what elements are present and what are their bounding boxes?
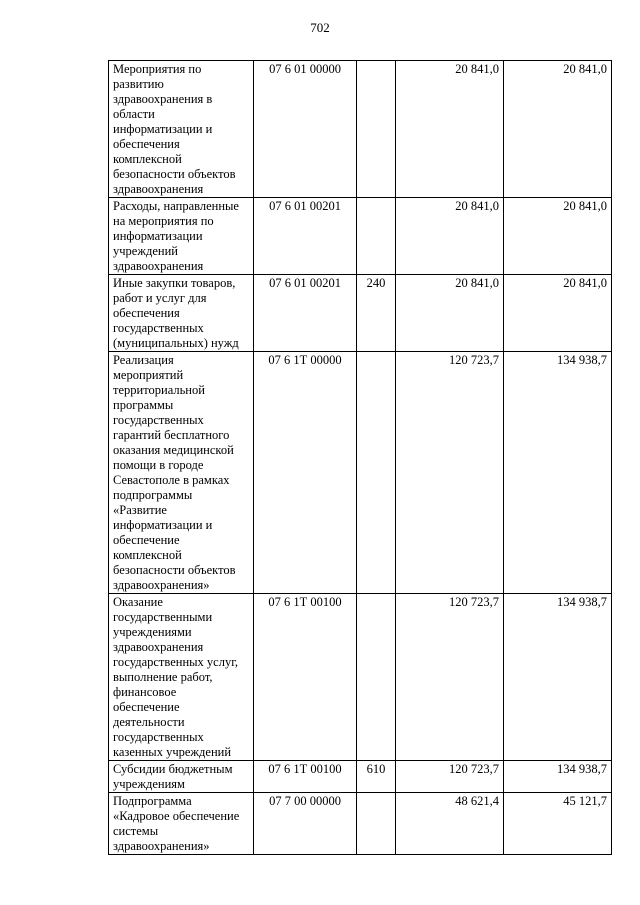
row-sum2-cell: 134 938,7 [504,594,612,761]
name-line: финансовое [113,685,177,699]
table-row [109,61,612,198]
name-line: мероприятий [113,368,184,382]
row-code-cell: 07 6 01 00000 [254,61,357,198]
name-line: «Кадровое обеспечение [113,809,240,823]
name-line: государственных [113,730,204,744]
row-vr-cell [357,198,396,275]
name-line: здравоохранения [113,259,204,273]
name-line: комплексной [113,548,182,562]
row-sum2-cell: 134 938,7 [504,761,612,793]
name-line: Реализация [113,353,174,367]
name-line: программы [113,398,174,412]
row-code-cell: 07 6 1Т 00000 [254,352,357,594]
name-line: обеспечения [113,137,180,151]
row-vr-cell [357,61,396,198]
row-name-cell [109,275,254,352]
name-line: информатизации и [113,518,213,532]
row-code-cell: 07 6 01 00201 [254,198,357,275]
row-sum1-cell: 120 723,7 [396,594,504,761]
name-line: Оказание [113,595,163,609]
row-name-cell [109,594,254,761]
name-line: Расходы, направленные [113,199,239,213]
row-vr-cell [357,594,396,761]
row-sum2-cell: 45 121,7 [504,793,612,855]
table-row [109,198,612,275]
name-line: обеспечение [113,533,180,547]
row-vr-cell: 240 [357,275,396,352]
row-code-cell: 07 6 1Т 00100 [254,761,357,793]
name-line: оказания медицинской [113,443,234,457]
row-name-cell [109,352,254,594]
name-line: государственными [113,610,213,624]
row-sum1-cell: 48 621,4 [396,793,504,855]
name-line: информатизации [113,229,203,243]
name-line: обеспечение [113,700,180,714]
name-line: Севастополе в рамках [113,473,230,487]
name-line: безопасности объектов [113,563,236,577]
name-line: здравоохранения [113,182,204,196]
name-line: учреждениями [113,625,192,639]
name-line: «Развитие [113,503,167,517]
row-sum2-cell: 134 938,7 [504,352,612,594]
name-line: работ и услуг для [113,291,207,305]
name-line: учреждениям [113,777,185,791]
table-row [109,275,612,352]
name-line: развитию [113,77,164,91]
table-row [109,761,612,793]
name-line: здравоохранения» [113,578,210,592]
name-line: Иные закупки товаров, [113,276,236,290]
name-line: деятельности [113,715,185,729]
row-name-cell [109,793,254,855]
name-line: обеспечения [113,306,180,320]
name-line: казенных учреждений [113,745,232,759]
row-code-cell: 07 7 00 00000 [254,793,357,855]
name-line: подпрограммы [113,488,193,502]
name-line: комплексной [113,152,182,166]
row-sum2-cell: 20 841,0 [504,198,612,275]
row-vr-cell [357,793,396,855]
name-line: информатизации и [113,122,213,136]
name-line: Субсидии бюджетным [113,762,233,776]
name-line: системы [113,824,159,838]
name-line: безопасности объектов [113,167,236,181]
budget-table [108,60,612,855]
page-number: 702 [310,20,330,35]
row-name-cell [109,198,254,275]
name-line: государственных [113,321,204,335]
name-line: здравоохранения в [113,92,213,106]
name-line: (муниципальных) нужд [113,336,239,350]
name-line: гарантий бесплатного [113,428,230,442]
row-name-cell [109,761,254,793]
row-sum1-cell: 120 723,7 [396,352,504,594]
table-row [109,594,612,761]
row-sum1-cell: 20 841,0 [396,198,504,275]
row-name-cell [109,61,254,198]
table-row [109,352,612,594]
row-sum2-cell: 20 841,0 [504,61,612,198]
table-row [109,793,612,855]
name-line: выполнение работ, [113,670,213,684]
name-line: территориальной [113,383,205,397]
name-line: здравоохранения» [113,839,210,853]
row-vr-cell [357,352,396,594]
row-sum1-cell: 120 723,7 [396,761,504,793]
row-code-cell: 07 6 1Т 00100 [254,594,357,761]
name-line: здравоохранения [113,640,204,654]
row-sum1-cell: 20 841,0 [396,61,504,198]
name-line: Подпрограмма [113,794,192,808]
name-line: помощи в городе [113,458,204,472]
name-line: Мероприятия по [113,62,202,76]
row-sum2-cell: 20 841,0 [504,275,612,352]
name-line: учреждений [113,244,178,258]
name-line: на мероприятия по [113,214,214,228]
name-line: государственных услуг, [113,655,239,669]
row-code-cell: 07 6 01 00201 [254,275,357,352]
name-line: области [113,107,155,121]
name-line: государственных [113,413,204,427]
row-vr-cell: 610 [357,761,396,793]
row-sum1-cell: 20 841,0 [396,275,504,352]
